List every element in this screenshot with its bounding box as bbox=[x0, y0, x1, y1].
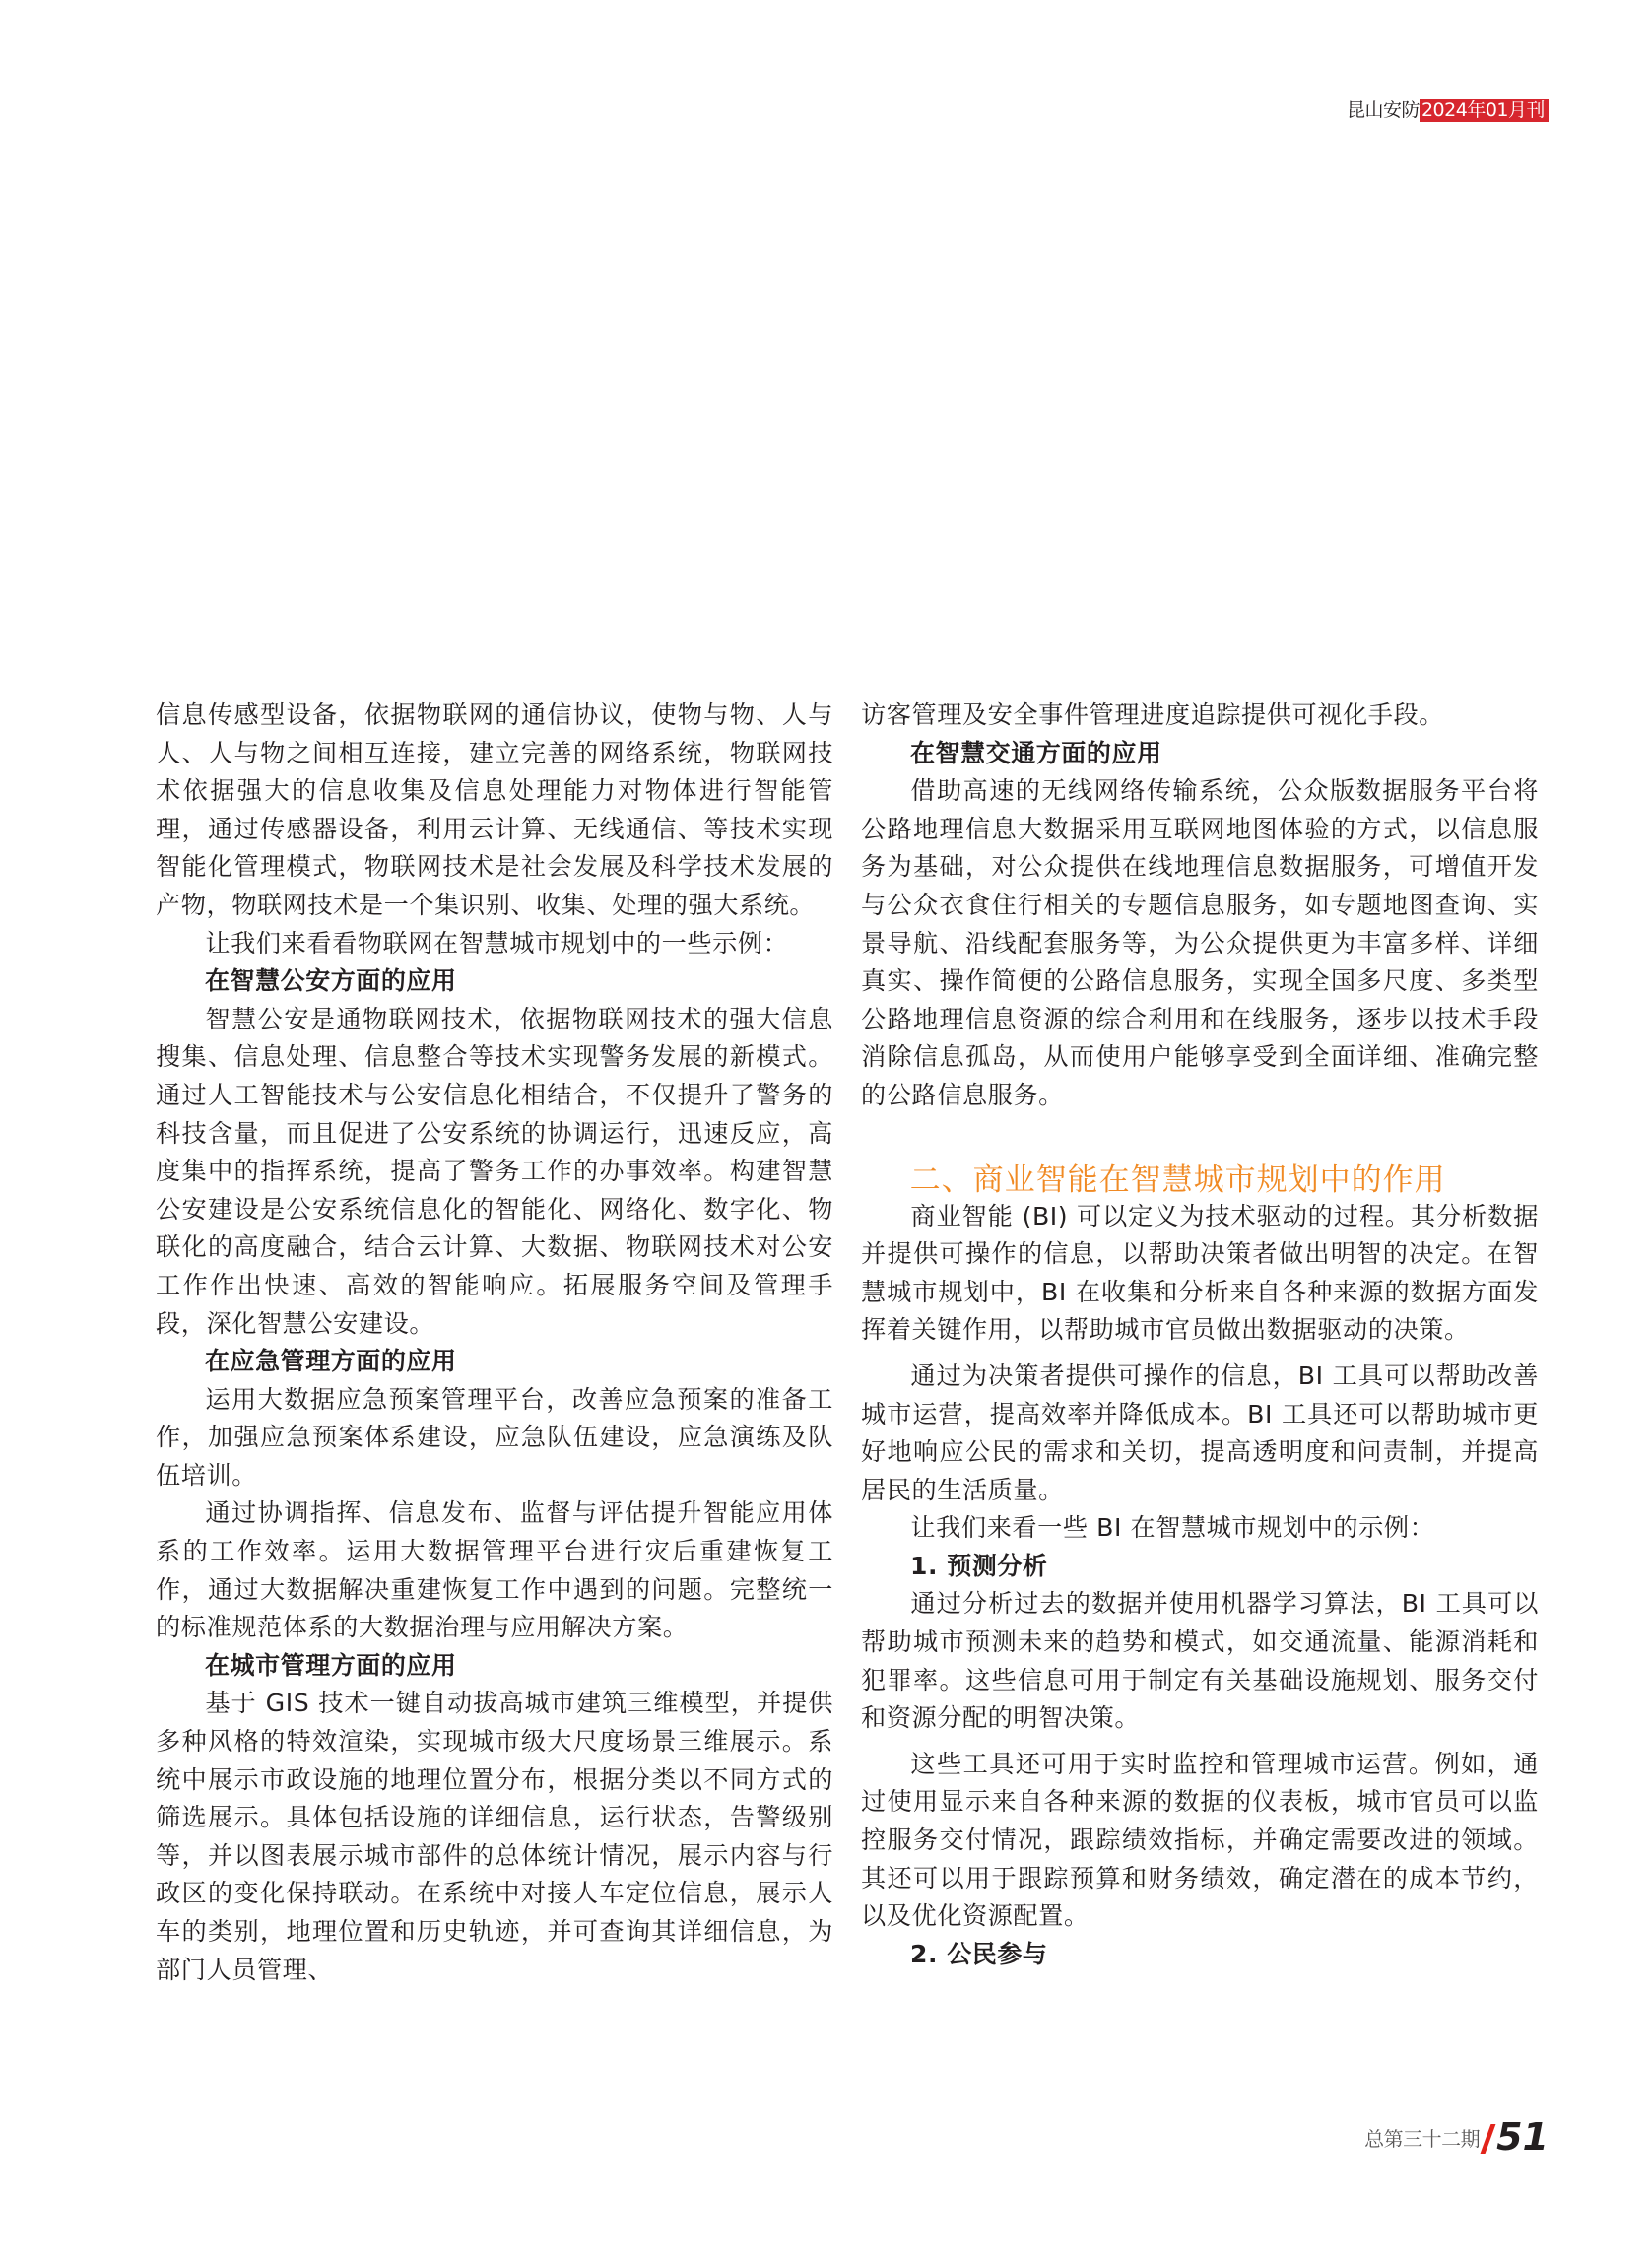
total-issue-label: 总第三十二期 bbox=[1364, 2127, 1481, 2151]
paragraph: 信息传感型设备，依据物联网的通信协议，使物与物、人与人、人与物之间相互连接，建立完善的网络系统，物联网技术依据强大的信息收集及信息处理能力对物体进行智能管理，通过传感器设备，利用云计算、无线通信、等技术实现智能化管理模式，物联网技术是社会发展及科学技术发展的产物，物联网技术是一个集识别、收集、处理的强大系统。 bbox=[156, 700, 833, 919]
issue-badge: 2024年01月刊 bbox=[1420, 99, 1549, 122]
paragraph: 运用大数据应急预案管理平台，改善应急预案的准备工作，加强应急预案体系建设，应急队伍建设，应急演练及队伍培训。 bbox=[156, 1384, 833, 1490]
running-header bbox=[1347, 99, 1549, 122]
left-column bbox=[156, 697, 833, 1989]
subheading-predictive-analysis: 1. 预测分析 bbox=[910, 1551, 1048, 1580]
paragraph: 基于 GIS 技术一键自动拔高城市建筑三维模型，并提供多种风格的特效渲染，实现城市级大尺度场景三维展示。系统中展示市政设施的地理位置分布，根据分类以不同方式的筛选展示。具体包括设施的详细信息，运行状态，告警级别等，并以图表展示城市部件的总体统计情况，展示内容与行政区的变化保持联动。在系统中对接人车定位信息，展示人车的类别，地理位置和历史轨迹，并可查询其详细信息，为部门人员管理、 bbox=[156, 1689, 833, 1984]
paragraph: 借助高速的无线网络传输系统，公众版数据服务平台将公路地理信息大数据采用互联网地图体验的方式，以信息服务为基础，对公众提供在线地理信息数据服务，可增值开发与公众衣食住行相关的专题信息服务，如专题地图查询、实景导航、沿线配套服务等，为公众提供更为丰富多样、详细真实、操作简便的公路信息服务，实现全国多尺度、多类型公路地理信息资源的综合利用和在线服务，逐步以技术手段消除信息孤岛，从而使用户能够享受到全面详细、准确完整的公路信息服务。 bbox=[861, 776, 1539, 1109]
slash-divider-icon bbox=[1481, 2124, 1496, 2154]
paragraph: 这些工具还可用于实时监控和管理城市运营。例如，通过使用显示来自各种来源的数据的仪表板，城市官员可以监控服务交付情况，跟踪绩效指标，并确定需要改进的领域。其还可以用于跟踪预算和财务绩效，确定潜在的成本节约，以及优化资源配置。 bbox=[861, 1749, 1539, 1931]
paragraph: 访客管理及安全事件管理进度追踪提供可视化手段。 bbox=[861, 700, 1444, 729]
paragraph: 通过分析过去的数据并使用机器学习算法，BI 工具可以帮助城市预测未来的趋势和模式，如交通流量、能源消耗和犯罪率。这些信息可用于制定有关基础设施规划、服务交付和资源分配的明智决策。 bbox=[861, 1589, 1539, 1733]
paragraph: 让我们来看一些 BI 在智慧城市规划中的示例： bbox=[910, 1513, 1435, 1543]
subheading-smart-traffic: 在智慧交通方面的应用 bbox=[910, 738, 1162, 767]
subheading-smart-police: 在智慧公安方面的应用 bbox=[205, 966, 457, 996]
subheading-emergency: 在应急管理方面的应用 bbox=[205, 1347, 457, 1376]
subheading-citizen-engagement: 2. 公民参与 bbox=[910, 1939, 1048, 1968]
paragraph: 通过为决策者提供可操作的信息，BI 工具可以帮助改善城市运营，提高效率并降低成本。BI 工具还可以帮助城市更好地响应公民的需求和关切，提高透明度和问责制，并提高居民的生活质量。 bbox=[861, 1361, 1539, 1504]
right-column bbox=[861, 697, 1539, 1973]
page-number: 51 bbox=[1496, 2115, 1549, 2158]
subheading-city-management: 在城市管理方面的应用 bbox=[205, 1650, 457, 1680]
page-footer bbox=[1364, 2115, 1549, 2158]
magazine-name: 昆山安防 bbox=[1346, 100, 1420, 121]
paragraph: 智慧公安是通物联网技术，依据物联网技术的强大信息搜集、信息处理、信息整合等技术实现警务发展的新模式。通过人工智能技术与公安信息化相结合，不仅提升了警务的科技含量，而且促进了公安系统的协调运行，迅速反应，高度集中的指挥系统，提高了警务工作的办事效率。构建智慧公安建设是公安系统信息化的智能化、网络化、数字化、物联化的高度融合，结合云计算、大数据、物联网技术对公安工作作出快速、高效的智能响应。拓展服务空间及管理手段，深化智慧公安建设。 bbox=[156, 1004, 833, 1338]
paragraph: 通过协调指挥、信息发布、监督与评估提升智能应用体系的工作效率。运用大数据管理平台进行灾后重建恢复工作，通过大数据解决重建恢复工作中遇到的问题。完整统一的标准规范体系的大数据治理与应用解决方案。 bbox=[156, 1498, 833, 1642]
paragraph: 商业智能 (BI) 可以定义为技术驱动的过程。其分析数据并提供可操作的信息，以帮助决策者做出明智的决定。在智慧城市规划中，BI 在收集和分析来自各种来源的数据方面发挥着关键作用，以帮助城市官员做出数据驱动的决策。 bbox=[861, 1201, 1539, 1345]
paragraph: 让我们来看看物联网在智慧城市规划中的一些示例： bbox=[205, 928, 789, 958]
section-title: 二、商业智能在智慧城市规划中的作用 bbox=[909, 1162, 1446, 1198]
